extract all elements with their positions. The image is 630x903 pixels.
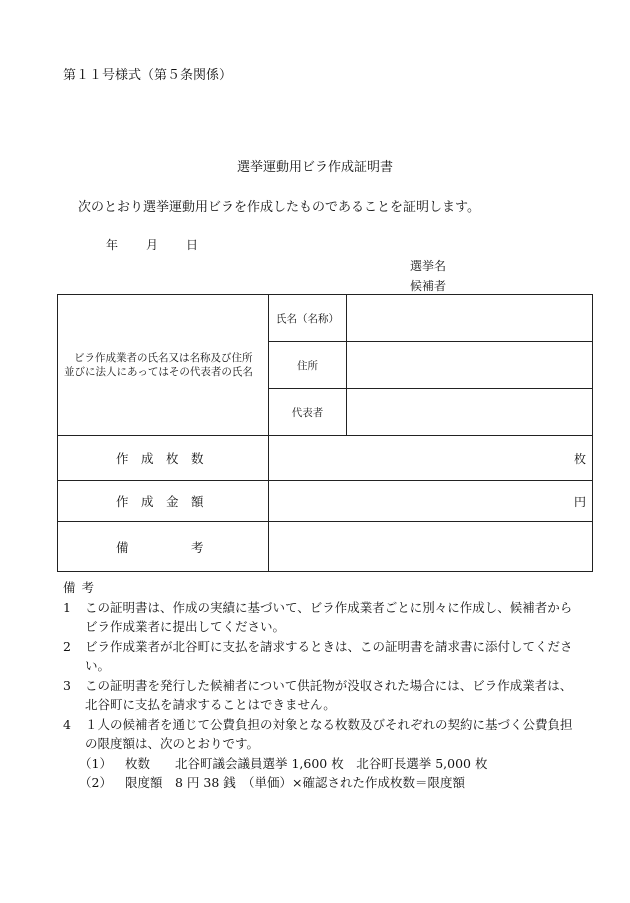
count-label: 作 成 枚 数 bbox=[116, 451, 204, 466]
address-label: 住所 bbox=[297, 359, 318, 372]
note-sub-item bbox=[63, 754, 583, 774]
sub-item-number: （2） bbox=[79, 775, 112, 790]
sub-item-number: （1） bbox=[79, 755, 112, 771]
candidate-label: 候補者 bbox=[410, 279, 447, 293]
note-text: １人の候補者を通じて公費負担の対象となる枚数及びそれぞれの契約に基づく公費負担の限度額は、次のとおりです。 bbox=[85, 716, 573, 751]
note-number: 3 bbox=[63, 677, 71, 693]
notes-section bbox=[63, 578, 583, 793]
address-value-field[interactable] bbox=[347, 342, 593, 389]
election-name-label: 選挙名 bbox=[410, 259, 447, 273]
note-item bbox=[63, 715, 583, 754]
note-text: この証明書を発行した候補者について供託物が没収された場合には、ビラ作成業者は、北谷町に支払を請求することはできません。 bbox=[85, 677, 573, 712]
maker-label: ビラ作成業者の氏名又は名称及び住所並びに法人にあってはその代表者の氏名 bbox=[64, 352, 253, 378]
note-item bbox=[63, 676, 583, 715]
amount-value-field[interactable] bbox=[269, 481, 593, 522]
representative-label: 代表者 bbox=[291, 406, 324, 419]
representative-value-field[interactable] bbox=[347, 389, 593, 436]
remarks-label-cell bbox=[58, 522, 269, 572]
name-label: 氏名（名称） bbox=[276, 312, 339, 325]
note-item bbox=[63, 598, 583, 637]
remarks-value-field[interactable] bbox=[269, 522, 593, 572]
note-item bbox=[63, 637, 583, 676]
address-label-cell bbox=[269, 342, 347, 389]
count-unit: 枚 bbox=[573, 451, 586, 466]
certificate-table bbox=[57, 294, 593, 572]
document-title: 選挙運動用ビラ作成証明書 bbox=[236, 160, 393, 175]
remarks-label: 備 考 bbox=[116, 539, 204, 555]
count-label-cell bbox=[58, 436, 269, 481]
date-year: 年 bbox=[106, 238, 119, 252]
amount-label-cell bbox=[58, 481, 269, 522]
intro-text: 次のとおり選挙運動用ビラを作成したものであることを証明します。 bbox=[78, 200, 480, 215]
form-number: 第１１号様式（第５条関係） bbox=[63, 68, 233, 83]
note-number: 2 bbox=[63, 638, 71, 654]
note-text: ビラ作成業者が北谷町に支払を請求するときは、この証明書を請求書に添付してください。 bbox=[85, 638, 573, 673]
note-sub-item bbox=[63, 773, 583, 793]
amount-unit: 円 bbox=[573, 494, 586, 509]
note-number: 4 bbox=[63, 716, 71, 732]
name-value-field[interactable] bbox=[347, 295, 593, 342]
count-value-field[interactable] bbox=[269, 436, 593, 481]
note-number: 1 bbox=[63, 599, 71, 615]
notes-heading: 備考 bbox=[63, 580, 101, 595]
date-month: 月 bbox=[146, 238, 159, 252]
name-label-cell bbox=[269, 295, 347, 342]
representative-label-cell bbox=[269, 389, 347, 436]
sub-item-text: 枚数 北谷町議会議員選挙 1,600 枚 北谷町長選挙 5,000 枚 bbox=[125, 755, 488, 771]
date-day: 日 bbox=[186, 238, 199, 252]
note-text: この証明書は、作成の実績に基づいて、ビラ作成業者ごとに別々に作成し、候補者からビラ作成業者に提出してください。 bbox=[85, 599, 573, 634]
maker-label-cell bbox=[58, 295, 269, 436]
date-line bbox=[106, 236, 198, 253]
amount-label: 作 成 金 額 bbox=[116, 494, 204, 509]
sub-item-text: 限度額 8 円 38 銭 （単価）×確認された作成枚数＝限度額 bbox=[125, 775, 466, 790]
